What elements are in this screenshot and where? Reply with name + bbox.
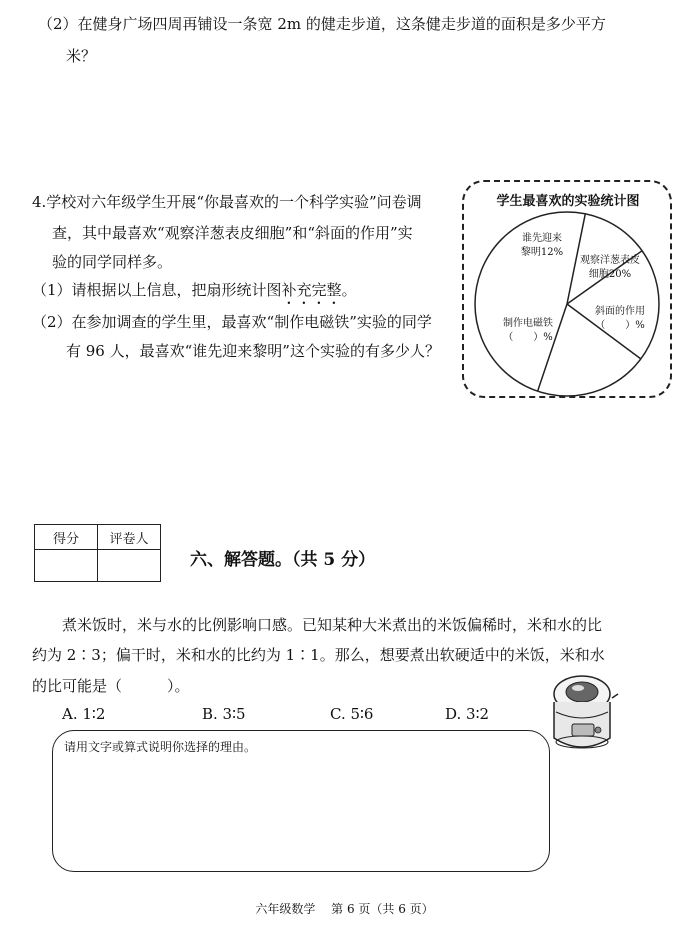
- q4-line1: 4.学校对六年级学生开展“你最喜欢的一个科学实验”问卷调: [32, 193, 422, 211]
- option-a[interactable]: A. 1∶2: [62, 705, 106, 723]
- pie-slice-label-dawn: [518, 232, 566, 260]
- q3-part2-line1: （2）在健身广场四周再铺设一条宽 2m 的健走步道，这条健走步道的面积是多少平方: [38, 15, 606, 33]
- option-b[interactable]: B. 3∶5: [202, 705, 246, 723]
- q3-part2-line2: 米？: [66, 47, 97, 65]
- option-d[interactable]: D. 3∶2: [445, 705, 490, 723]
- score-table: [34, 524, 161, 582]
- pie-slice-label-magnet: [492, 317, 564, 345]
- slice-value: （ ）%: [503, 332, 553, 343]
- section6-line2: 约为 2∶3；偏干时，米和水的比约为 1∶1。那么，想要煮出软硬适中的米饭，米和水: [32, 646, 605, 664]
- pie-chart: [462, 180, 672, 400]
- slice-name: 斜面的作用: [595, 306, 645, 317]
- slice-name: 观察洋葱表皮: [580, 255, 640, 266]
- grader-header: 评卷人: [98, 525, 161, 550]
- q4-line2: 查，其中最喜欢“观察洋葱表皮细胞”和“斜面的作用”实: [52, 224, 413, 242]
- pie-slice-label-onion: [574, 254, 646, 282]
- answer-prompt: 请用文字或算式说明你选择的理由。: [64, 740, 257, 754]
- q4-part1: [32, 280, 357, 308]
- slice-value: （ ）%: [595, 320, 645, 331]
- q4-part2-line2: 有 96 人，最喜欢“谁先迎来黎明”这个实验的有多少人？: [66, 342, 440, 360]
- page-footer: 六年级数学 第 6 页（共 6 页）: [255, 902, 434, 916]
- q4-part1-suffix: 。: [341, 281, 357, 299]
- slice-name: 制作电磁铁: [503, 318, 553, 329]
- pie-slice-label-slope: [588, 305, 652, 333]
- slice-name: 谁先迎来: [522, 233, 562, 244]
- score-header: 得分: [35, 525, 98, 550]
- score-cell[interactable]: [35, 550, 98, 582]
- grader-cell[interactable]: [98, 550, 161, 582]
- slice-value: 黎明12%: [520, 247, 564, 258]
- q4-part1-dotted: 补充完整: [281, 281, 342, 299]
- slice-value: 细胞20%: [588, 269, 632, 280]
- q4-part1-prefix: （1）请根据以上信息，把扇形统计图: [32, 281, 282, 299]
- section6-line3: 的比可能是（ ）。: [32, 677, 190, 695]
- section6-title: 六、解答题。（共 5 分）: [190, 550, 376, 570]
- chart-title: 学生最喜欢的实验统计图: [496, 194, 640, 209]
- q4-part2-line1: （2）在参加调查的学生里，最喜欢“制作电磁铁”实验的同学: [32, 313, 432, 331]
- q4-line3: 验的同学同样多。: [52, 253, 173, 271]
- section6-line1: 煮米饭时，米与水的比例影响口感。已知某种大米煮出的米饭偏稀时，米和水的比: [62, 616, 603, 634]
- option-c[interactable]: C. 5∶6: [330, 705, 374, 723]
- rice-cooker-icon: [548, 672, 622, 764]
